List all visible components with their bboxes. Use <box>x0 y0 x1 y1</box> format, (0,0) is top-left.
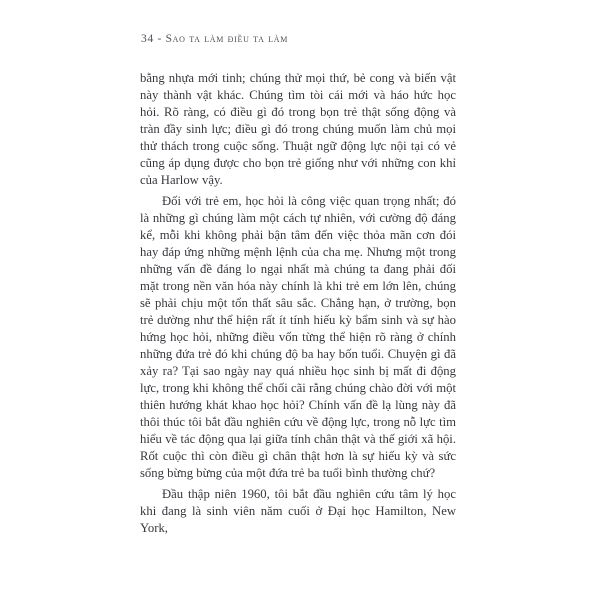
paragraph-2: Đối với trẻ em, học hỏi là công việc quan trọng nhất; đó là những gì chúng làm một cách tự nhiên, với cường độ đáng kể, mỗi khi không phải bận tâm đến việc thỏa mãn cơn đói hay đáp ứng những mệnh lệnh của cha mẹ. Nhưng một trong những vấn đề đáng lo ngại nhất mà chúng ta đang phải đối mặt trong nền văn hóa này chính là khi trẻ em lớn lên, chúng sẽ phải chịu một tổn thất sâu sắc. Chẳng hạn, ở trường, bọn trẻ dường như thể hiện rất ít tính hiếu kỳ bẩm sinh và sự hào hứng học hỏi, những điều vốn từng thể hiện rõ ràng ở chính những đứa trẻ đó khi chúng độ ba hay bốn tuổi. Chuyện gì đã xảy ra? Tại sao ngày nay quá nhiều học sinh bị mất đi động lực, trong khi không thể chối cãi rằng chúng chào đời với một thiên hướng khát khao học hỏi? Chính vấn đề lạ lùng này đã thôi thúc tôi bắt đầu nghiên cứu về động lực, trong nỗ lực tìm hiểu về tác động qua lại giữa tính chân thật và thế giới xã hội. Rốt cuộc thì còn điều gì chân thật hơn là sự hiếu kỳ và sức sống bừng bừng của một đứa trẻ ba tuổi bình thường chứ? <box>140 194 456 480</box>
paragraph-1: bằng nhựa mới tinh; chúng thử mọi thứ, bẻ cong và biến vật này thành vật khác. Chúng tìm tòi cái mới và háo hức học hỏi. Rõ ràng, có điều gì đó trong bọn trẻ thật sống động và tràn đầy sinh lực; điều gì đó trong chúng muốn làm chủ mọi thử thách trong cuộc sống. Thuật ngữ động lực nội tại có vẻ cũng áp dụng được cho bọn trẻ giống như với những con khỉ của Harlow vậy. <box>140 71 456 187</box>
paragraph-3: Đầu thập niên 1960, tôi bắt đầu nghiên cứu tâm lý học khi đang là sinh viên năm cuối ở Đại học Hamilton, New York, <box>140 487 456 535</box>
text-block <box>140 70 456 541</box>
running-header: 34 - Sao ta làm điều ta làm <box>141 33 289 45</box>
